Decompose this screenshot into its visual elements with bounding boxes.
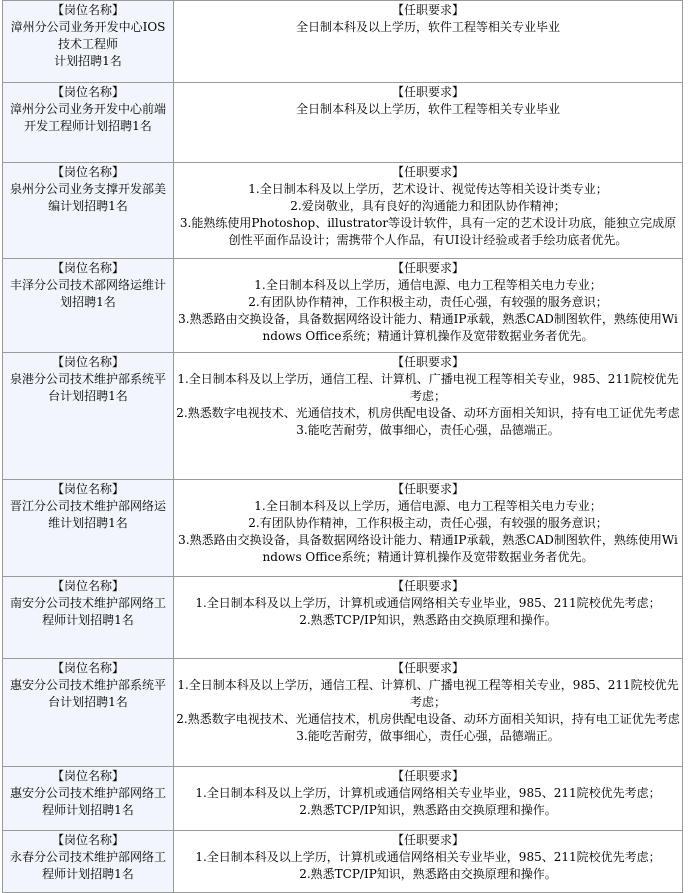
post-cell <box>3 83 174 163</box>
post-name: 漳州分公司业务开发中心IOS技术工程师 <box>10 20 166 51</box>
requirement-item: 1.全日制本科及以上学历，通信工程、计算机、广播电视工程等相关专业，985、211院校优先考虑； <box>177 678 679 709</box>
requirements-label: 【任职要求】 <box>391 355 464 369</box>
requirement-item: 2.熟悉TCP/IP知识，熟悉路由交换原理和操作。 <box>299 867 557 881</box>
requirements-cell <box>174 659 683 767</box>
post-label: 【岗位名称】 <box>51 3 124 17</box>
job-row <box>3 767 683 831</box>
requirements-cell <box>174 767 683 831</box>
requirement-item: 1.全日制本科及以上学历，计算机或通信网络相关专业毕业，985、211院校优先考虑； <box>195 850 661 864</box>
requirements-label: 【任职要求】 <box>391 165 464 179</box>
requirements-label: 【任职要求】 <box>391 482 464 496</box>
requirements-label: 【任职要求】 <box>391 833 464 847</box>
requirement-item: 2.熟悉数字电视技术、光通信技术，机房供配电设备、动环方面相关知识，持有电工证优先考虑 <box>176 406 680 420</box>
post-name: 永春分公司技术维护部网络工程师计划招聘1名 <box>9 850 166 881</box>
requirement-item: 3.能熟练使用Photoshop、illustrator等设计软件，具有一定的艺术设计功底，能独立完成原创性平面作品设计；需携带个人作品，有UI设计经验或者手绘功底者优先。 <box>179 216 677 247</box>
requirements-label: 【任职要求】 <box>391 579 464 593</box>
job-row <box>3 831 683 893</box>
post-cell <box>3 767 174 831</box>
job-postings-table <box>2 0 683 893</box>
post-name: 惠安分公司技术维护部网络工程师计划招聘1名 <box>9 786 166 817</box>
post-name: 泉州分公司业务支撑开发部美编计划招聘1名 <box>9 182 166 213</box>
requirement-item: 3.能吃苦耐劳，做事细心，责任心强，品德端正。 <box>296 729 560 743</box>
job-row <box>3 577 683 659</box>
requirements-cell <box>174 577 683 659</box>
post-cell <box>3 1 174 83</box>
requirements-label: 【任职要求】 <box>391 261 464 275</box>
post-name: 惠安分公司技术维护部系统平台计划招聘1名 <box>9 678 166 709</box>
post-name: 丰泽分公司技术部网络运维计划招聘1名 <box>9 278 166 309</box>
post-cell <box>3 163 174 259</box>
requirements-cell <box>174 480 683 577</box>
requirements-label: 【任职要求】 <box>391 3 464 17</box>
requirement-item: 2.有团队协作精神，工作积极主动，责任心强，有较强的服务意识； <box>248 516 608 530</box>
requirement-item: 3.能吃苦耐劳，做事细心，责任心强，品德端正。 <box>296 423 560 437</box>
post-name: 南安分公司技术维护部网络工程师计划招聘1名 <box>9 596 166 627</box>
requirements-cell <box>174 163 683 259</box>
post-label: 【岗位名称】 <box>51 85 124 99</box>
job-row <box>3 1 683 83</box>
post-cell <box>3 577 174 659</box>
requirement-item: 1.全日制本科及以上学历，计算机或通信网络相关专业毕业，985、211院校优先考虑； <box>195 596 661 610</box>
post-label: 【岗位名称】 <box>51 355 124 369</box>
post-label: 【岗位名称】 <box>51 261 124 275</box>
requirement-item: 2.爱岗敬业，具有良好的沟通能力和团队协作精神； <box>290 199 566 213</box>
requirement-item: 2.熟悉数字电视技术、光通信技术，机房供配电设备、动环方面相关知识，持有电工证优先考虑 <box>176 712 680 726</box>
requirement-item: 2.熟悉TCP/IP知识，熟悉路由交换原理和操作。 <box>299 803 557 817</box>
job-row <box>3 83 683 163</box>
post-label: 【岗位名称】 <box>51 165 124 179</box>
requirements-cell <box>174 259 683 353</box>
post-name: 泉港分公司技术维护部系统平台计划招聘1名 <box>9 372 166 403</box>
requirements-cell <box>174 831 683 893</box>
requirement-item: 3.熟悉路由交换设备，具备数据网络设计能力、精通IP承载，熟悉CAD制图软件，熟练使用Windows Office系统；精通计算机操作及宽带数据业务者优先。 <box>178 533 678 564</box>
post-label: 【岗位名称】 <box>51 769 124 783</box>
post-label: 【岗位名称】 <box>51 833 124 847</box>
requirement-item: 2.熟悉TCP/IP知识，熟悉路由交换原理和操作。 <box>299 613 557 627</box>
job-row <box>3 259 683 353</box>
requirements-cell <box>174 1 683 83</box>
post-label: 【岗位名称】 <box>51 661 124 675</box>
requirement-item: 1.全日制本科及以上学历，通信电源、电力工程等相关电力专业； <box>254 499 602 513</box>
post-plan: 计划招聘1名 <box>54 54 122 68</box>
post-cell <box>3 353 174 480</box>
post-cell <box>3 659 174 767</box>
requirements-cell <box>174 353 683 480</box>
requirement-item: 1.全日制本科及以上学历，通信工程、计算机、广播电视工程等相关专业，985、211院校优先考虑； <box>177 372 679 403</box>
requirement-item: 2.有团队协作精神，工作积极主动，责任心强，有较强的服务意识； <box>248 295 608 309</box>
post-name: 晋江分公司技术维护部网络运维计划招聘1名 <box>9 499 166 530</box>
requirements-label: 【任职要求】 <box>391 769 464 783</box>
requirement-item: 1.全日制本科及以上学历，艺术设计、视觉传达等相关设计类专业； <box>248 182 608 196</box>
requirement-item: 1.全日制本科及以上学历，通信电源、电力工程等相关电力专业； <box>254 278 602 292</box>
post-name: 漳州分公司业务开发中心前端开发工程师计划招聘1名 <box>9 102 166 133</box>
requirement-item: 3.熟悉路由交换设备，具备数据网络设计能力、精通IP承载，熟悉CAD制图软件，熟练使用Windows Office系统；精通计算机操作及宽带数据业务者优先。 <box>178 312 678 343</box>
job-postings-body <box>3 1 683 893</box>
requirements-cell <box>174 83 683 163</box>
post-cell <box>3 259 174 353</box>
post-cell <box>3 480 174 577</box>
post-label: 【岗位名称】 <box>51 579 124 593</box>
post-cell <box>3 831 174 893</box>
job-row <box>3 163 683 259</box>
job-row <box>3 480 683 577</box>
post-label: 【岗位名称】 <box>51 482 124 496</box>
requirements-label: 【任职要求】 <box>391 661 464 675</box>
job-row <box>3 353 683 480</box>
requirements-label: 【任职要求】 <box>391 85 464 99</box>
requirement-item: 全日制本科及以上学历，软件工程等相关专业毕业 <box>295 20 560 34</box>
requirement-item: 全日制本科及以上学历，软件工程等相关专业毕业 <box>295 102 560 116</box>
job-row <box>3 659 683 767</box>
requirement-item: 1.全日制本科及以上学历，计算机或通信网络相关专业毕业，985、211院校优先考虑； <box>195 786 661 800</box>
